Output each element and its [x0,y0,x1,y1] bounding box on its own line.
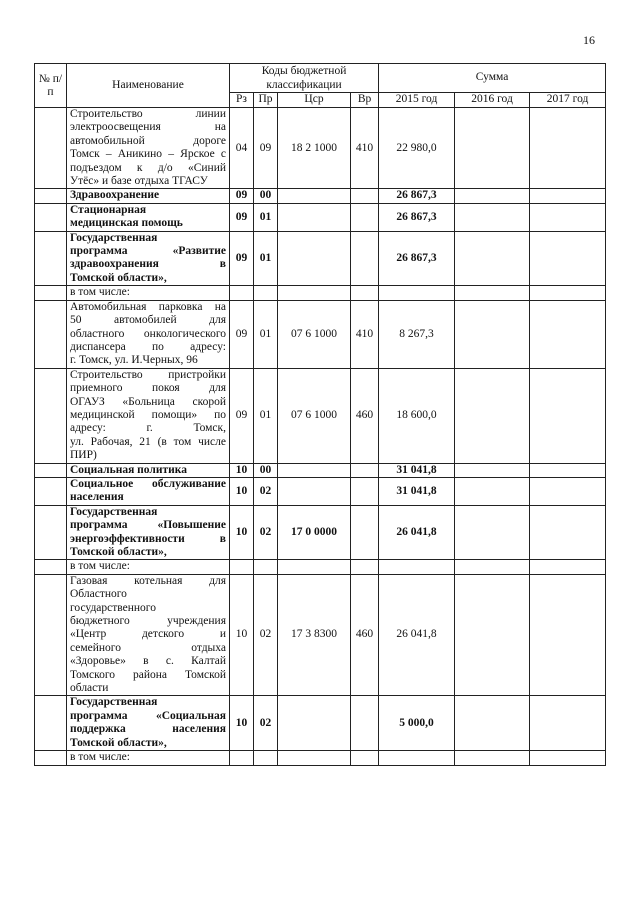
cell-vr [351,463,379,477]
cell-rz: 10 [230,696,254,751]
name-line: приемного покоя для [70,382,226,395]
table-row [35,463,606,477]
name-line: здравоохранения в [70,258,226,271]
name-line: Томской области», [70,271,167,284]
name-line: в том числе: [70,560,130,573]
cell-csr: 18 2 1000 [278,108,351,189]
name-line: Автомобильная парковка на [70,300,226,313]
header-2015: 2015 год [379,93,455,108]
cell-csr: 07 6 1000 [278,368,351,463]
cell-pr: 00 [254,463,278,477]
name-line: Строительство пристройки [70,368,226,381]
name-line: Утёс» и базе отдыха ТГАСУ [70,175,208,188]
cell-2017 [530,300,606,368]
name-line: адресу: г. Томск, [70,422,226,435]
name-line: программа «Социальная [70,709,226,722]
cell-vr [351,231,379,286]
cell-csr: 17 0 0000 [278,505,351,560]
cell-vr [351,696,379,751]
cell-name [67,560,230,574]
cell-name [67,477,230,505]
cell-2015: 26 867,3 [379,231,455,286]
name-line: Государственная [70,696,158,709]
cell-rz: 10 [230,505,254,560]
cell-csr [278,286,351,300]
cell-2016 [455,463,530,477]
cell-2015: 31 041,8 [379,463,455,477]
cell-2015 [379,560,455,574]
table-row [35,751,606,765]
name-line: Томской области», [70,546,167,558]
name-line: подъездом к д/о «Синий [70,161,226,174]
cell-pr: 01 [254,231,278,286]
cell-num [35,751,67,765]
name-line: населения [70,491,124,504]
cell-2015 [379,751,455,765]
cell-vr: 410 [351,300,379,368]
name-line: Газовая котельная для [70,574,226,587]
name-line: диспансера по адресу: [70,340,226,353]
cell-2016 [455,477,530,505]
name-line: бюджетного учреждения [70,615,226,628]
cell-vr [351,560,379,574]
cell-2017 [530,751,606,765]
table-row [35,231,606,286]
cell-pr: 09 [254,108,278,189]
cell-2016 [455,560,530,574]
name-line: государственного [70,601,156,614]
cell-csr [278,189,351,203]
name-line: Томск – Аникино – Ярское с [70,148,226,161]
name-line: автомобильной дороге [70,134,226,147]
cell-num [35,203,67,231]
cell-2017 [530,231,606,286]
cell-2017 [530,189,606,203]
cell-2015: 26 867,3 [379,189,455,203]
name-line: Социальная политика [70,463,187,476]
name-line: Областного [70,588,127,601]
cell-pr: 02 [254,477,278,505]
cell-rz [230,751,254,765]
cell-2017 [530,463,606,477]
cell-csr [278,231,351,286]
name-line: в том числе: [70,286,130,299]
cell-vr [351,477,379,505]
name-line: областного онкологического [70,327,226,340]
cell-csr [278,203,351,231]
name-line: Социальное обслуживание [70,477,226,490]
cell-rz: 09 [230,300,254,368]
cell-2017 [530,505,606,560]
cell-name [67,108,230,189]
cell-2015 [379,286,455,300]
cell-name [67,463,230,477]
name-line: Здравоохранение [70,189,160,202]
cell-rz: 09 [230,231,254,286]
name-line: области [70,682,109,695]
cell-2015: 5 000,0 [379,696,455,751]
cell-rz: 10 [230,574,254,696]
cell-rz [230,560,254,574]
cell-vr [351,751,379,765]
cell-rz: 09 [230,189,254,203]
cell-name [67,189,230,203]
cell-vr: 460 [351,574,379,696]
cell-vr [351,505,379,560]
cell-pr [254,751,278,765]
cell-2016 [455,108,530,189]
name-line: «Здоровье» в с. Калтай [70,655,226,668]
cell-2016 [455,751,530,765]
cell-name [67,574,230,696]
table-row [35,574,606,696]
cell-name [67,696,230,751]
name-line: «Центр детского и [70,628,226,641]
cell-vr: 410 [351,108,379,189]
cell-vr [351,286,379,300]
cell-2016 [455,300,530,368]
cell-num [35,108,67,189]
cell-2015: 26 041,8 [379,574,455,696]
header-pr: Пр [254,93,278,108]
cell-2016 [455,286,530,300]
cell-rz: 04 [230,108,254,189]
table-row [35,286,606,300]
cell-csr [278,696,351,751]
name-line: 50 автомобилей для [70,314,226,327]
cell-2015: 8 267,3 [379,300,455,368]
cell-vr: 460 [351,368,379,463]
cell-pr [254,560,278,574]
cell-2017 [530,368,606,463]
cell-2015: 26 867,3 [379,203,455,231]
header-codes: Коды бюджетной классификации [230,64,379,93]
cell-name [67,368,230,463]
cell-vr [351,189,379,203]
name-line: медицинская помощь [70,217,183,230]
page-number: 16 [583,33,595,47]
name-line: семейного отдыха [70,641,226,654]
cell-name [67,300,230,368]
name-line: ОГАУЗ «Больница скорой [70,395,226,408]
header-rz: Рз [230,93,254,108]
cell-pr: 01 [254,203,278,231]
cell-2017 [530,286,606,300]
header-num: № п/п [35,64,67,108]
name-line: энергоэффективности в [70,532,226,545]
table-row [35,300,606,368]
table-row [35,108,606,189]
cell-2016 [455,696,530,751]
cell-2016 [455,203,530,231]
cell-2017 [530,477,606,505]
cell-csr [278,560,351,574]
cell-csr [278,463,351,477]
cell-rz [230,286,254,300]
cell-pr: 02 [254,505,278,560]
header-2017: 2017 год [530,93,606,108]
cell-num [35,189,67,203]
cell-rz: 10 [230,463,254,477]
cell-num [35,574,67,696]
name-line: поддержка населения [70,723,226,736]
cell-2016 [455,505,530,560]
cell-num [35,368,67,463]
cell-2017 [530,560,606,574]
header-vr: Вр [351,93,379,108]
header-row-top [35,64,606,93]
cell-pr [254,286,278,300]
cell-num [35,696,67,751]
name-line: Строительство линии [70,108,226,120]
cell-2016 [455,368,530,463]
cell-num [35,560,67,574]
name-line: Государственная [70,231,158,244]
cell-num [35,463,67,477]
name-line: г. Томск, ул. И.Черных, 96 [70,354,198,367]
header-csr: Цср [278,93,351,108]
name-line: программа «Развитие [70,245,226,258]
table-row [35,368,606,463]
name-line: программа «Повышение [70,519,226,532]
header-sum: Сумма [379,64,606,93]
table-row [35,505,606,560]
cell-csr: 07 6 1000 [278,300,351,368]
cell-name [67,231,230,286]
cell-num [35,300,67,368]
cell-name [67,751,230,765]
table-row [35,560,606,574]
header-2016: 2016 год [455,93,530,108]
cell-num [35,505,67,560]
cell-vr [351,203,379,231]
name-line: Томской области», [70,736,167,749]
cell-2015: 18 600,0 [379,368,455,463]
table-row [35,189,606,203]
cell-name [67,505,230,560]
cell-2017 [530,203,606,231]
cell-rz: 10 [230,477,254,505]
cell-pr: 00 [254,189,278,203]
cell-2017 [530,108,606,189]
cell-num [35,286,67,300]
cell-rz: 09 [230,368,254,463]
header-name: Наименование [67,64,230,108]
table-row [35,696,606,751]
cell-2016 [455,231,530,286]
cell-csr [278,477,351,505]
cell-pr: 01 [254,300,278,368]
cell-2015: 22 980,0 [379,108,455,189]
cell-name [67,203,230,231]
name-line: медицинской помощи» по [70,408,226,421]
name-line: Томского района Томской [70,668,226,681]
cell-pr: 02 [254,696,278,751]
name-line: Государственная [70,505,158,518]
cell-num [35,477,67,505]
name-line: электроосвещения на [70,121,226,134]
cell-2017 [530,574,606,696]
cell-csr: 17 3 8300 [278,574,351,696]
name-line: ул. Рабочая, 21 (в том числе [70,435,226,448]
cell-2016 [455,574,530,696]
cell-2017 [530,696,606,751]
cell-num [35,231,67,286]
cell-2015: 26 041,8 [379,505,455,560]
table-row [35,477,606,505]
cell-2015: 31 041,8 [379,477,455,505]
cell-rz: 09 [230,203,254,231]
budget-table [34,63,606,766]
cell-csr [278,751,351,765]
name-line: в том числе: [70,751,130,764]
cell-name [67,286,230,300]
name-line: Стационарная [70,203,147,216]
name-line: ПИР) [70,449,97,462]
cell-2016 [455,189,530,203]
table-row [35,203,606,231]
cell-pr: 02 [254,574,278,696]
cell-pr: 01 [254,368,278,463]
